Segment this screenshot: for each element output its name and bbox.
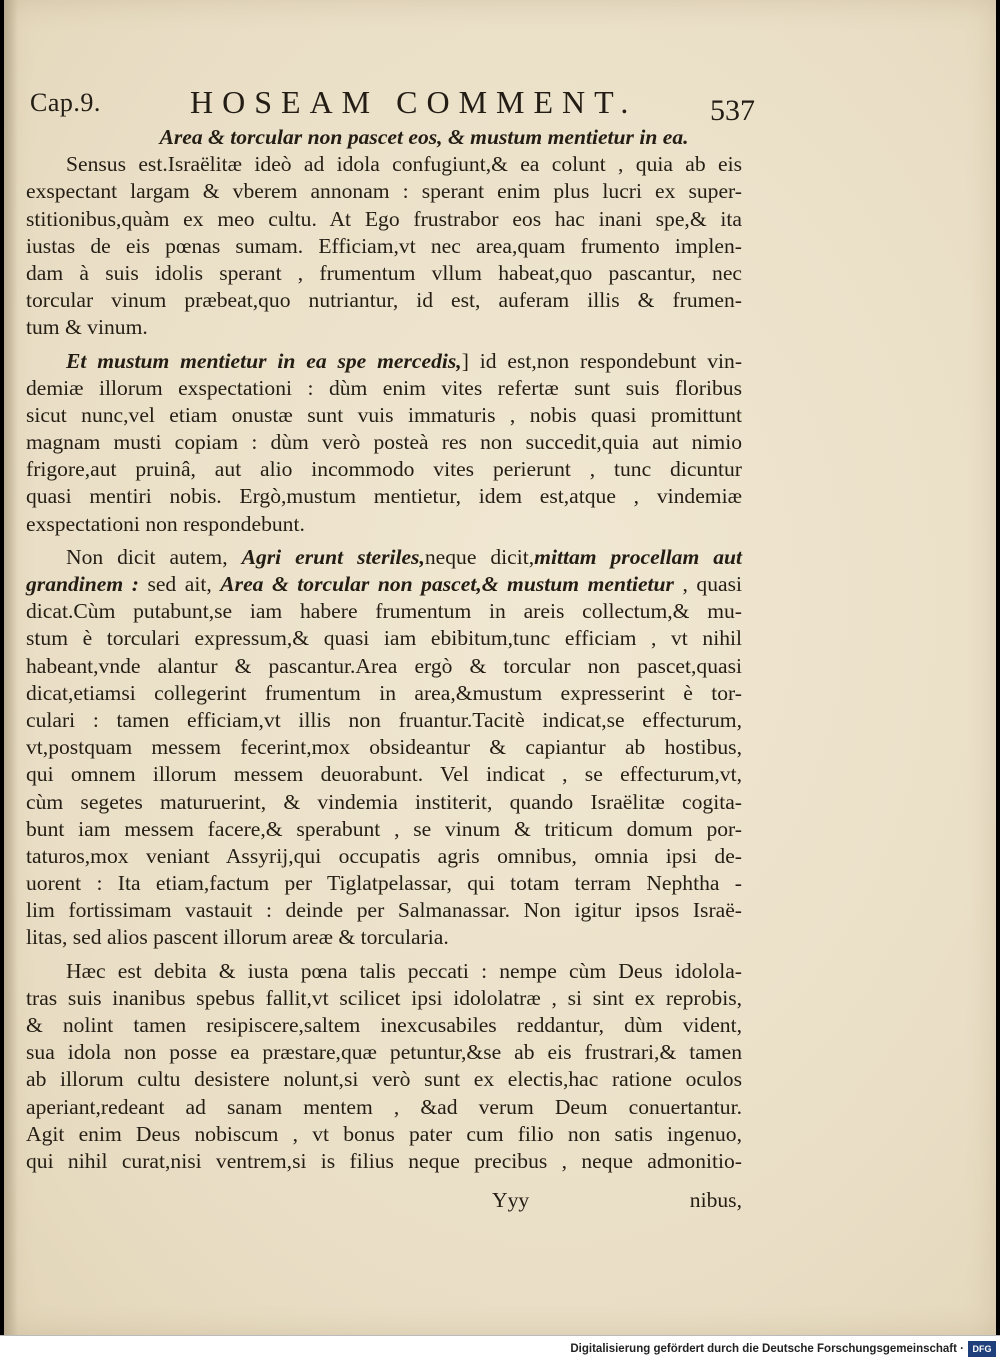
page-gutter-shadow [4, 0, 18, 1336]
text-line [26, 511, 742, 538]
text-run: Sensus est.Israëlitæ ideò ad idola confugiunt,& ea colunt , quia ab eis [66, 152, 742, 177]
text-run: habeant,vnde alantur & pascantur.Area ergò & torcular non pascet,quasi [26, 653, 742, 678]
text-run: magnam musti copiam : dùm verò posteà res non succedit,quia aut nimio [26, 430, 742, 455]
verse-heading [26, 124, 742, 151]
text-run: culari : tamen efficiam,vt illis non fruantur.Tacitè indicat,se effecturum, [26, 707, 742, 732]
text-line [26, 483, 742, 510]
text-run: exspectant largam & vberem annonam : sperant enim plus lucri ex super- [26, 179, 742, 204]
text-line [26, 598, 742, 625]
text-run: demiæ illorum exspectationi : dùm enim vites refertæ sunt suis floribus [26, 375, 742, 400]
chapter-label: Cap.9. [30, 88, 101, 117]
text-line [26, 178, 742, 205]
text-run: sicut nunc,vel etiam onustæ sunt vuis immaturis , nobis quasi promittunt [26, 402, 742, 427]
text-line [26, 1012, 742, 1039]
text-line [26, 402, 742, 429]
italic-quote: Et mustum mentietur in ea spe mercedis, [66, 348, 462, 373]
running-header [30, 84, 755, 128]
text-run: sua idola non posse ea præstare,quæ petuntur,&se ab eis frustrari,& tamen [26, 1040, 742, 1065]
text-line [26, 985, 742, 1012]
text-run: taturos,mox veniant Assyrij,qui occupatis agris omnibus, omnia ipsi de- [26, 843, 742, 868]
text-line [26, 287, 742, 314]
text-run: dam à suis idolis sperant , frumentum vllum habeat,quo pascantur, nec [26, 260, 742, 285]
text-line [26, 734, 742, 761]
text-run: Agit enim Deus nobiscum , vt bonus pater cum filio non satis ingenuo, [26, 1121, 742, 1146]
text-line [26, 1066, 742, 1093]
text-line [26, 816, 742, 843]
digitization-footer [0, 1335, 1000, 1364]
text-run: exspectationi non respondebunt. [26, 511, 305, 536]
text-run: vt,postquam messem fecerint,mox obsideantur & capiantur ab hostibus, [26, 735, 742, 760]
text-line [26, 958, 742, 985]
page-foot [26, 1188, 742, 1216]
page-number: 537 [710, 94, 755, 127]
text-line [26, 897, 742, 924]
text-line [26, 870, 742, 897]
running-title: HOSEAM COMMENT. [190, 84, 638, 120]
text-run: torcular vinum præbeat,quo nutriantur, id est, auferam illis & frumen- [26, 288, 742, 313]
text-line [26, 429, 742, 456]
text-line [26, 206, 742, 233]
text-line [26, 1094, 742, 1121]
dfg-logo-icon: DFG [968, 1341, 996, 1357]
italic-quote: Agri erunt steriles, [241, 544, 425, 569]
italic-quote: Area & torcular non pascet,& mustum mentietur [220, 572, 674, 596]
italic-quote: Area & torcular non pascet eos, & mustum mentietur in ea. [159, 125, 689, 149]
italic-quote: mittam procellam aut [534, 544, 742, 569]
text-run: & nolint tamen resipiscere,saltem inexcusabiles reddantur, dùm vident, [26, 1013, 742, 1037]
text-run: ] id est,non respondebunt vin- [461, 348, 743, 373]
text-line [26, 707, 742, 734]
catchword: nibus, [689, 1188, 742, 1212]
body-text [26, 124, 742, 1175]
text-line [26, 375, 742, 402]
text-line [26, 680, 742, 707]
text-run: , quasi [673, 572, 742, 596]
text-run: cùm segetes maturuerint, & vindemia institerit, quando Israëlitæ cogita- [26, 789, 742, 814]
text-run: dicat,etiamsi collegerint frumentum in area,&mustum expresserint è tor- [26, 680, 742, 705]
text-run: stitionibus,quàm ex meo cultu. At Ego frustrabor eos hac inani spe,& ita [26, 206, 742, 231]
text-run: frigore,aut pruinâ, aut alio incommodo vites perierunt , tunc dicuntur [26, 457, 742, 482]
text-run: lim fortissimam vastauit : deinde per Salmanassar. Non igitur ipsos Israë- [26, 898, 742, 923]
text-line [26, 625, 742, 652]
text-line [26, 233, 742, 260]
funding-notice: Digitalisierung gefördert durch die Deutsche Forschungsgemeinschaft · [570, 1343, 964, 1355]
text-run: sed ait, [138, 572, 221, 596]
text-line [26, 924, 742, 951]
text-line [26, 544, 742, 571]
text-run: aperiant,redeant ad sanam mentem , &ad verum Deum conuertantur. [26, 1094, 742, 1119]
text-run: neque dicit, [424, 544, 535, 569]
text-run: bunt iam messem facere,& sperabunt , se vinum & triticum domum por- [26, 816, 742, 841]
signature-mark: Yyy [492, 1188, 530, 1212]
text-run: ab illorum cultu desistere nolunt,si verò sunt ex electis,hac ratione oculos [26, 1067, 742, 1092]
book-page [4, 0, 996, 1336]
text-line [26, 260, 742, 287]
text-run: uorent : Ita etiam,factum per Tiglatpelassar, qui totam terram Nephtha - [26, 871, 742, 896]
text-line [26, 1121, 742, 1148]
text-run: iustas de eis pœnas sumam. Efficiam,vt nec area,quam frumento implen- [26, 233, 742, 258]
text-line [26, 571, 742, 598]
text-run: tras suis inanibus spebus fallit,vt scilicet ipsi idololatræ , si sint ex reprobis, [26, 985, 742, 1010]
text-run: Hæc est debita & iusta pœna talis peccati : nempe cùm Deus idolola- [66, 958, 742, 983]
text-line [26, 151, 742, 178]
text-line [26, 1148, 742, 1175]
text-line [26, 653, 742, 680]
text-line [26, 789, 742, 816]
text-run: Non dicit autem, [66, 544, 242, 569]
text-line [26, 1039, 742, 1066]
text-line [26, 348, 742, 375]
text-run: dicat.Cùm putabunt,se iam habere frumentum in areis collectum,& mu- [26, 599, 742, 624]
text-run: tum & vinum. [26, 315, 148, 340]
text-run: qui omnem illorum messem deuorabunt. Vel indicat , se effecturum,vt, [26, 762, 742, 787]
text-run: stum è torculari expressum,& quasi iam ebibitum,tunc efficiam , vt nihil [26, 626, 742, 651]
text-run: qui nihil curat,nisi ventrem,si is filius neque precibus , neque admonitio- [26, 1148, 742, 1173]
text-run: quasi mentiri nobis. Ergò,mustum mentietur, idem est,atque , vindemiæ [26, 484, 742, 509]
text-line [26, 761, 742, 788]
text-run: litas, sed alios pascent illorum areæ & torcularia. [26, 925, 449, 950]
italic-quote: grandinem : [26, 572, 139, 596]
text-line [26, 843, 742, 870]
text-line [26, 314, 742, 341]
text-line [26, 456, 742, 483]
